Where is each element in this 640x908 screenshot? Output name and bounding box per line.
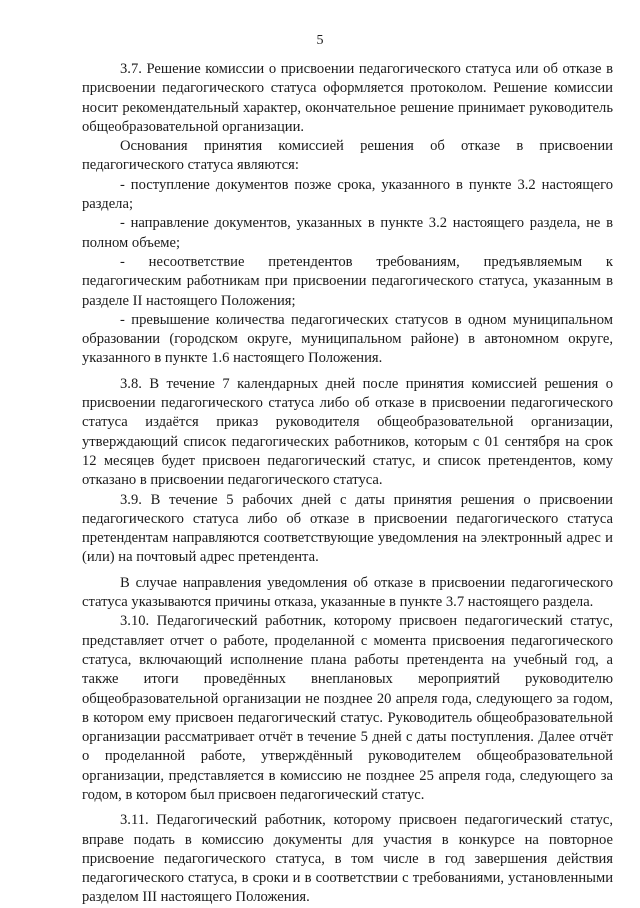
list-item-noncompliance: - несоответствие претендентов требованиям, предъявляемым к педагогическим работникам при присвоении педагогического статуса, указанным в разделе II настоящего Положения; [82,253,613,309]
paragraph-3-7: 3.7. Решение комиссии о присвоении педагогического статуса или об отказе в присвоении педагогического статуса оформляется протоколом. Решение комиссии носит рекомендательный характер, окончательное решение принимает руководитель общеобразовательной организации. [82,61,613,135]
document-body [82,60,613,908]
paragraph-3-11: 3.11. Педагогический работник, которому присвоен педагогический статус, вправе подать в комиссию документы для участия в конкурсе на повторное присвоение педагогического статуса, в том числе в год завершения действия педагогического статуса, в сроки и в соответствии с требованиями, установленными разделом III настоящего Положения. [82,812,613,906]
paragraph-refusal-notice: В случае направления уведомления об отказе в присвоении педагогического статуса указываются причины отказа, указанные в пункте 3.7 настоящего раздела. [82,574,613,611]
list-item-late-submission: - поступление документов позже срока, указанного в пункте 3.2 настоящего раздела; [82,176,613,213]
paragraph-3-10: 3.10. Педагогический работник, которому присвоен педагогический статус, представляет отчет о работе, проделанной с момента присвоения педагогического статуса, включающий исполнение плана работы претендента на учебный год, а также итоги проведённых внеплановых мероприятий руководителю общеобразовательной организации не позднее 20 апреля года, следующего за годом, в котором ему присвоен педагогический статус. Руководитель общеобразовательной организации рассматривает отчёт в течение 5 дней с даты поступления. Далее отчёт о проделанной работе, утверждённый руководителем общеобразовательной организации, представляется в комиссию не позднее 25 апреля года, следующего за годом, в котором был присвоен педагогический статус. [82,613,613,803]
paragraph-refusal-grounds: Основания принятия комиссией решения об отказе в присвоении педагогического статуса являются: [82,138,613,174]
page-number: 5 [316,33,324,48]
list-item-quota-exceeded: - превышение количества педагогических статусов в одном муниципальном образовании (городском округе, муниципальном районе) в автономном округе, указанного в пункте 1.6 настоящего Положения. [82,311,613,367]
paragraph-3-8: 3.8. В течение 7 календарных дней после принятия комиссией решения о присвоении педагогического статуса либо об отказе в присвоении педагогического статуса издаётся приказ руководителя общеобразовательной организации, утверждающий список педагогических работников, которым с 01 сентября на срок 12 месяцев будет присвоен педагогический статус, и список претендентов, кому отказано в присвоении педагогического статуса. [82,375,613,489]
list-item-incomplete-documents: - направление документов, указанных в пункте 3.2 настоящего раздела, не в полном объеме; [82,215,613,251]
paragraph-3-9: 3.9. В течение 5 рабочих дней с даты принятия решения о присвоении педагогического статуса либо об отказе в присвоении педагогического статуса претендентам направляются соответствующие уведомления на электронный адрес и (или) на почтовый адрес претендента. [82,491,613,566]
